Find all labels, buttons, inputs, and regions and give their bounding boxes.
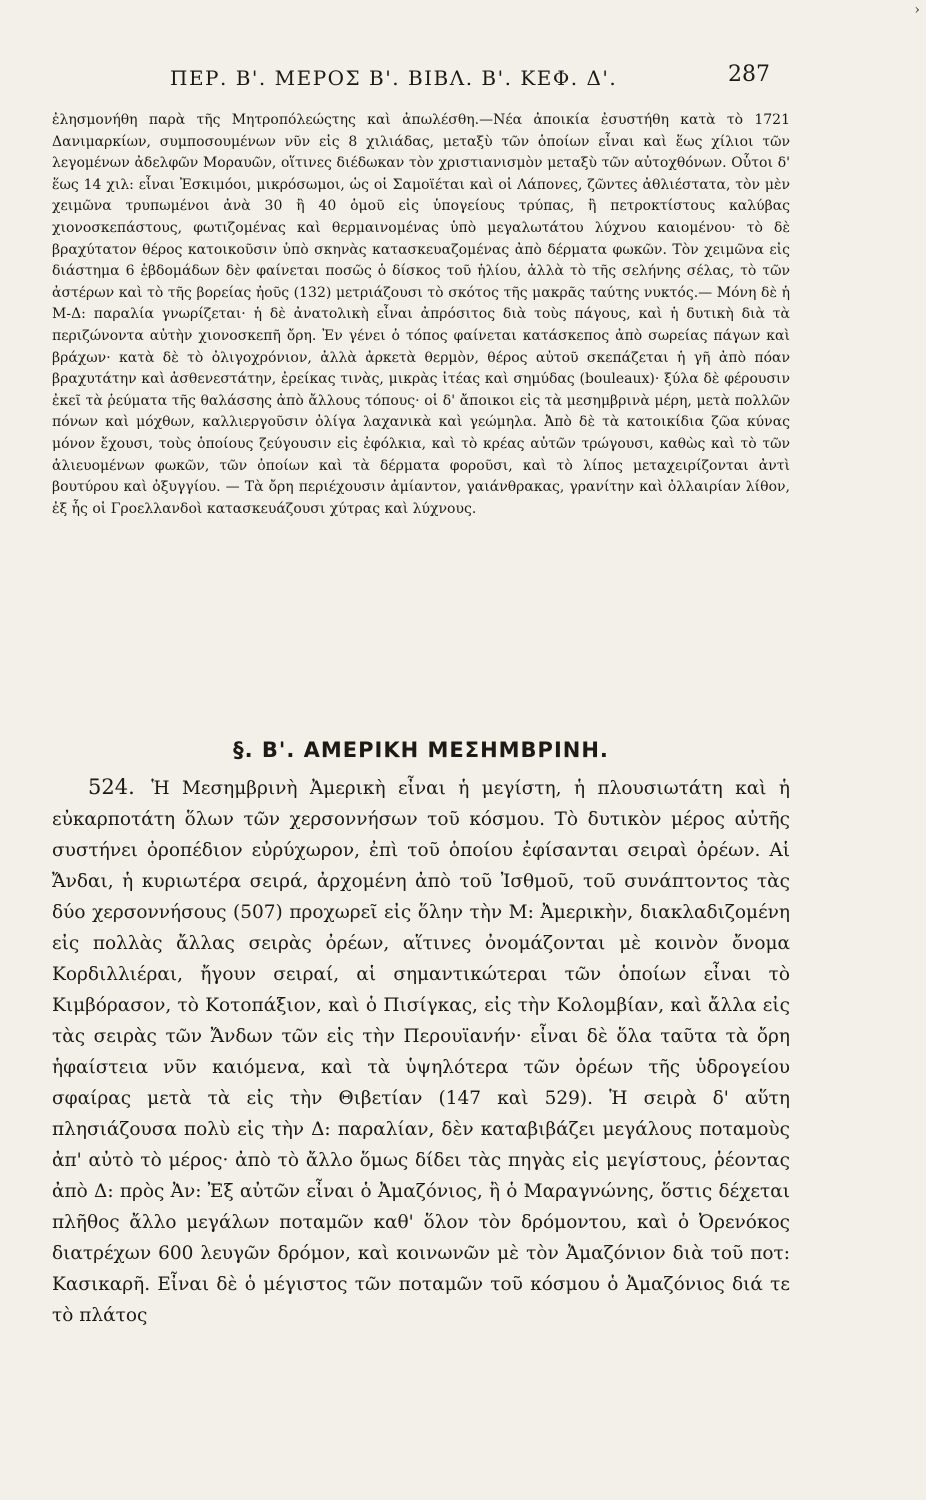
page-header [170, 62, 770, 92]
page-number: 287 [728, 62, 770, 87]
running-head: ΠΕΡ. Β'. ΜΕΡΟΣ Β'. ΒΙΒΛ. Β'. ΚΕΦ. Δ'. [170, 66, 618, 90]
section-heading: §. Β'. ΑΜΕΡΙΚΗ ΜΕΣΗΜΒΡΙΝΗ. [233, 738, 609, 762]
main-text-block [52, 772, 790, 1331]
small-print-block [52, 110, 790, 520]
corner-mark: › [914, 2, 920, 18]
paragraph-number: 524. [88, 775, 135, 799]
small-print-paragraph: ἐλησμονήθη παρὰ τῆς Μητροπόλεώςτης καὶ ἀπωλέσθη.—Νέα ἀποικία ἐσυστήθη κατὰ τὸ 1721 Δανιμαρκίων, συμποσουμένων νῦν εἰς 8 χιλιάδας, μεταξὺ τῶν ὁποίων εἶναι καὶ ἕως χίλιοι τῶν λεγομένων ἀδελφῶν Μοραυῶν, οἵτινες διέδωκαν τὸν χριστιανισμὸν μεταξὺ τῶν αὐτοχθόνων. Οὗτοι δ' ἕως 14 χιλ: εἶναι Ἐσκιμόοι, μικρόσωμοι, ὡς οἱ Σαμοϊέται καὶ οἱ Λάπονες, ζῶντες ἀθλιέστατα, τὸν μὲν χειμῶνα τρυπωμένοι ἀνὰ 30 ἢ 40 ὁμοῦ εἰς ὑπογείους τρύπας, ἢ πετροκτίστους καλύβας χιονοσκεπάστους, φωτιζομένας καὶ θερμαινομένας ὑπὸ μεγαλωτάτου λύχνου καιομένου· τὸ δὲ βραχύτατον θέρος κατοικοῦσιν ὑπὸ σκηνὰς κατασκευαζομένας ἀπὸ δέρματα φωκῶν. Τὸν χειμῶνα εἰς διάστημα 6 ἑβδομάδων δὲν φαίνεται ποσῶς ὁ δίσκος τοῦ ἡλίου, ἀλλὰ τὸ τῆς σελήνης σέλας, τὸ τῶν ἀστέρων καὶ τὸ τῆς βορείας ἠοῦς (132) μετριάζουσι τὸ σκότος τῆς μακρᾶς ταύτης νυκτός.— Μόνη δὲ ἡ Μ-Δ: παραλία γνωρίζεται· ἡ δὲ ἀνατολικὴ εἶναι ἀπρόσιτος διὰ τοὺς πάγους, καὶ ἡ δυτικὴ διὰ τὰ περιζώνοντα αὐτὴν χιονοσκεπῆ ὄρη. Ἐν γένει ὁ τόπος φαίνεται κατάσκεπος ἀπὸ σωρείας πάγων καὶ βράχων· κατὰ δὲ τὸ ὀλιγοχρόνιον, ἀλλὰ ἀρκετὰ θερμὸν, θέρος αὐτοῦ σκεπάζεται ἡ γῆ ἀπὸ πόαν βραχυτάτην καὶ ἀσθενεστάτην, ἐρείκας τινὰς, μικρὰς ἰτέας καὶ σημύδας (bouleaux)· ξύλα δὲ φέρουσιν ἐκεῖ τὰ ῥεύματα τῆς θαλάσσης ἀπὸ ἄλλους τόπους· οἱ δ' ἄποικοι εἰς τὰ μεσημβρινὰ μέρη, μετὰ πολλῶν πόνων καὶ μόχθων, καλλιεργοῦσιν ὀλίγα λαχανικὰ καὶ γεώμηλα. Ἀπὸ δὲ τὰ κατοικίδια ζῶα κύνας μόνον ἔχουσι, τοὺς ὁποίους ζεύγουσιν εἰς ἐφόλκια, καὶ τὸ κρέας αὐτῶν τρώγουσι, καθὼς καὶ τὸ τῶν ἁλιευομένων φωκῶν, τῶν ὁποίων καὶ τὰ δέρματα φοροῦσι, καὶ τὸ λίπος μεταχειρίζονται ἀντὶ βουτύρου καὶ ὀξυγγίου. — Τὰ ὄρη περιέχουσιν ἀμίαντον, γαιάνθρακας, γρανίτην καὶ ὀλλαιρίαν λίθον, ἐξ ἧς οἱ Γροελλανδοὶ κατασκευάζουσι χύτρας καὶ λύχνους. [52, 112, 790, 517]
main-paragraph-text: Ἡ Μεσημβρινὴ Ἀμερικὴ εἶναι ἡ μεγίστη, ἡ πλουσιωτάτη καὶ ἡ εὐκαρποτάτη ὅλων τῶν χερσοννήσων τοῦ κόσμου. Τὸ δυτικὸν μέρος αὐτῆς συστήνει ὀροπέδιον εὐρύχωρον, ἐπὶ τοῦ ὁποίου ἐφίσανται σειραὶ ὀρέων. Αἱ Ἄνδαι, ἡ κυριωτέρα σειρά, ἀρχομένη ἀπὸ τοῦ Ἰσθμοῦ, τοῦ συνάπτοντος τὰς δύο χερσοννήσους (507) προχωρεῖ εἰς ὅλην τὴν Μ: Ἀμερικὴν, διακλαδιζομένη εἰς πολλὰς ἄλλας σειρὰς ὀρέων, αἵτινες ὀνομάζονται μὲ κοινὸν ὄνομα Κορδιλλιέραι, ἤγουν σειραί, αἱ σημαντικώτεραι τῶν ὁποίων εἶναι τὸ Κιμβόρασον, τὸ Κοτοπάξιον, καὶ ὁ Πισίγκας, εἰς τὴν Κολομβίαν, καὶ ἄλλα εἰς τὰς σειρὰς τῶν Ἄνδων τῶν εἰς τὴν Περουϊανήν· εἶναι δὲ ὅλα ταῦτα τὰ ὄρη ἡφαίστεια νῦν καιόμενα, καὶ τὰ ὑψηλότερα τῶν ὀρέων τῆς ὑδρογείου σφαίρας μετὰ τὰ εἰς τὴν Θιβετίαν (147 καὶ 529). Ἡ σειρὰ δ' αὕτη πλησιάζουσα πολὺ εἰς τὴν Δ: παραλίαν, δὲν καταβιβάζει μεγάλους ποταμοὺς ἀπ' αὐτὸ τὸ μέρος· ἀπὸ τὸ ἄλλο ὅμως δίδει τὰς πηγὰς εἰς μεγίστους, ῥέοντας ἀπὸ Δ: πρὸς Ἀν: Ἐξ αὐτῶν εἶναι ὁ Ἀμαζόνιος, ἢ ὁ Μαραγνώνης, ὅστις δέχεται πλῆθος ἄλλο μεγάλων ποταμῶν καθ' ὅλον τὸν δρόμοντου, καὶ ὁ Ὀρενόκος διατρέχων 600 λευγῶν δρόμον, καὶ κοινωνῶν μὲ τὸν Ἀμαζόνιον διὰ τοῦ ποτ: Κασικαρῆ. Εἶναι δὲ ὁ μέγιστος τῶν ποταμῶν τοῦ κόσμου ὁ Ἀμαζόνιος διά τε τὸ πλάτος [52, 778, 790, 1326]
main-paragraph [52, 772, 790, 1331]
